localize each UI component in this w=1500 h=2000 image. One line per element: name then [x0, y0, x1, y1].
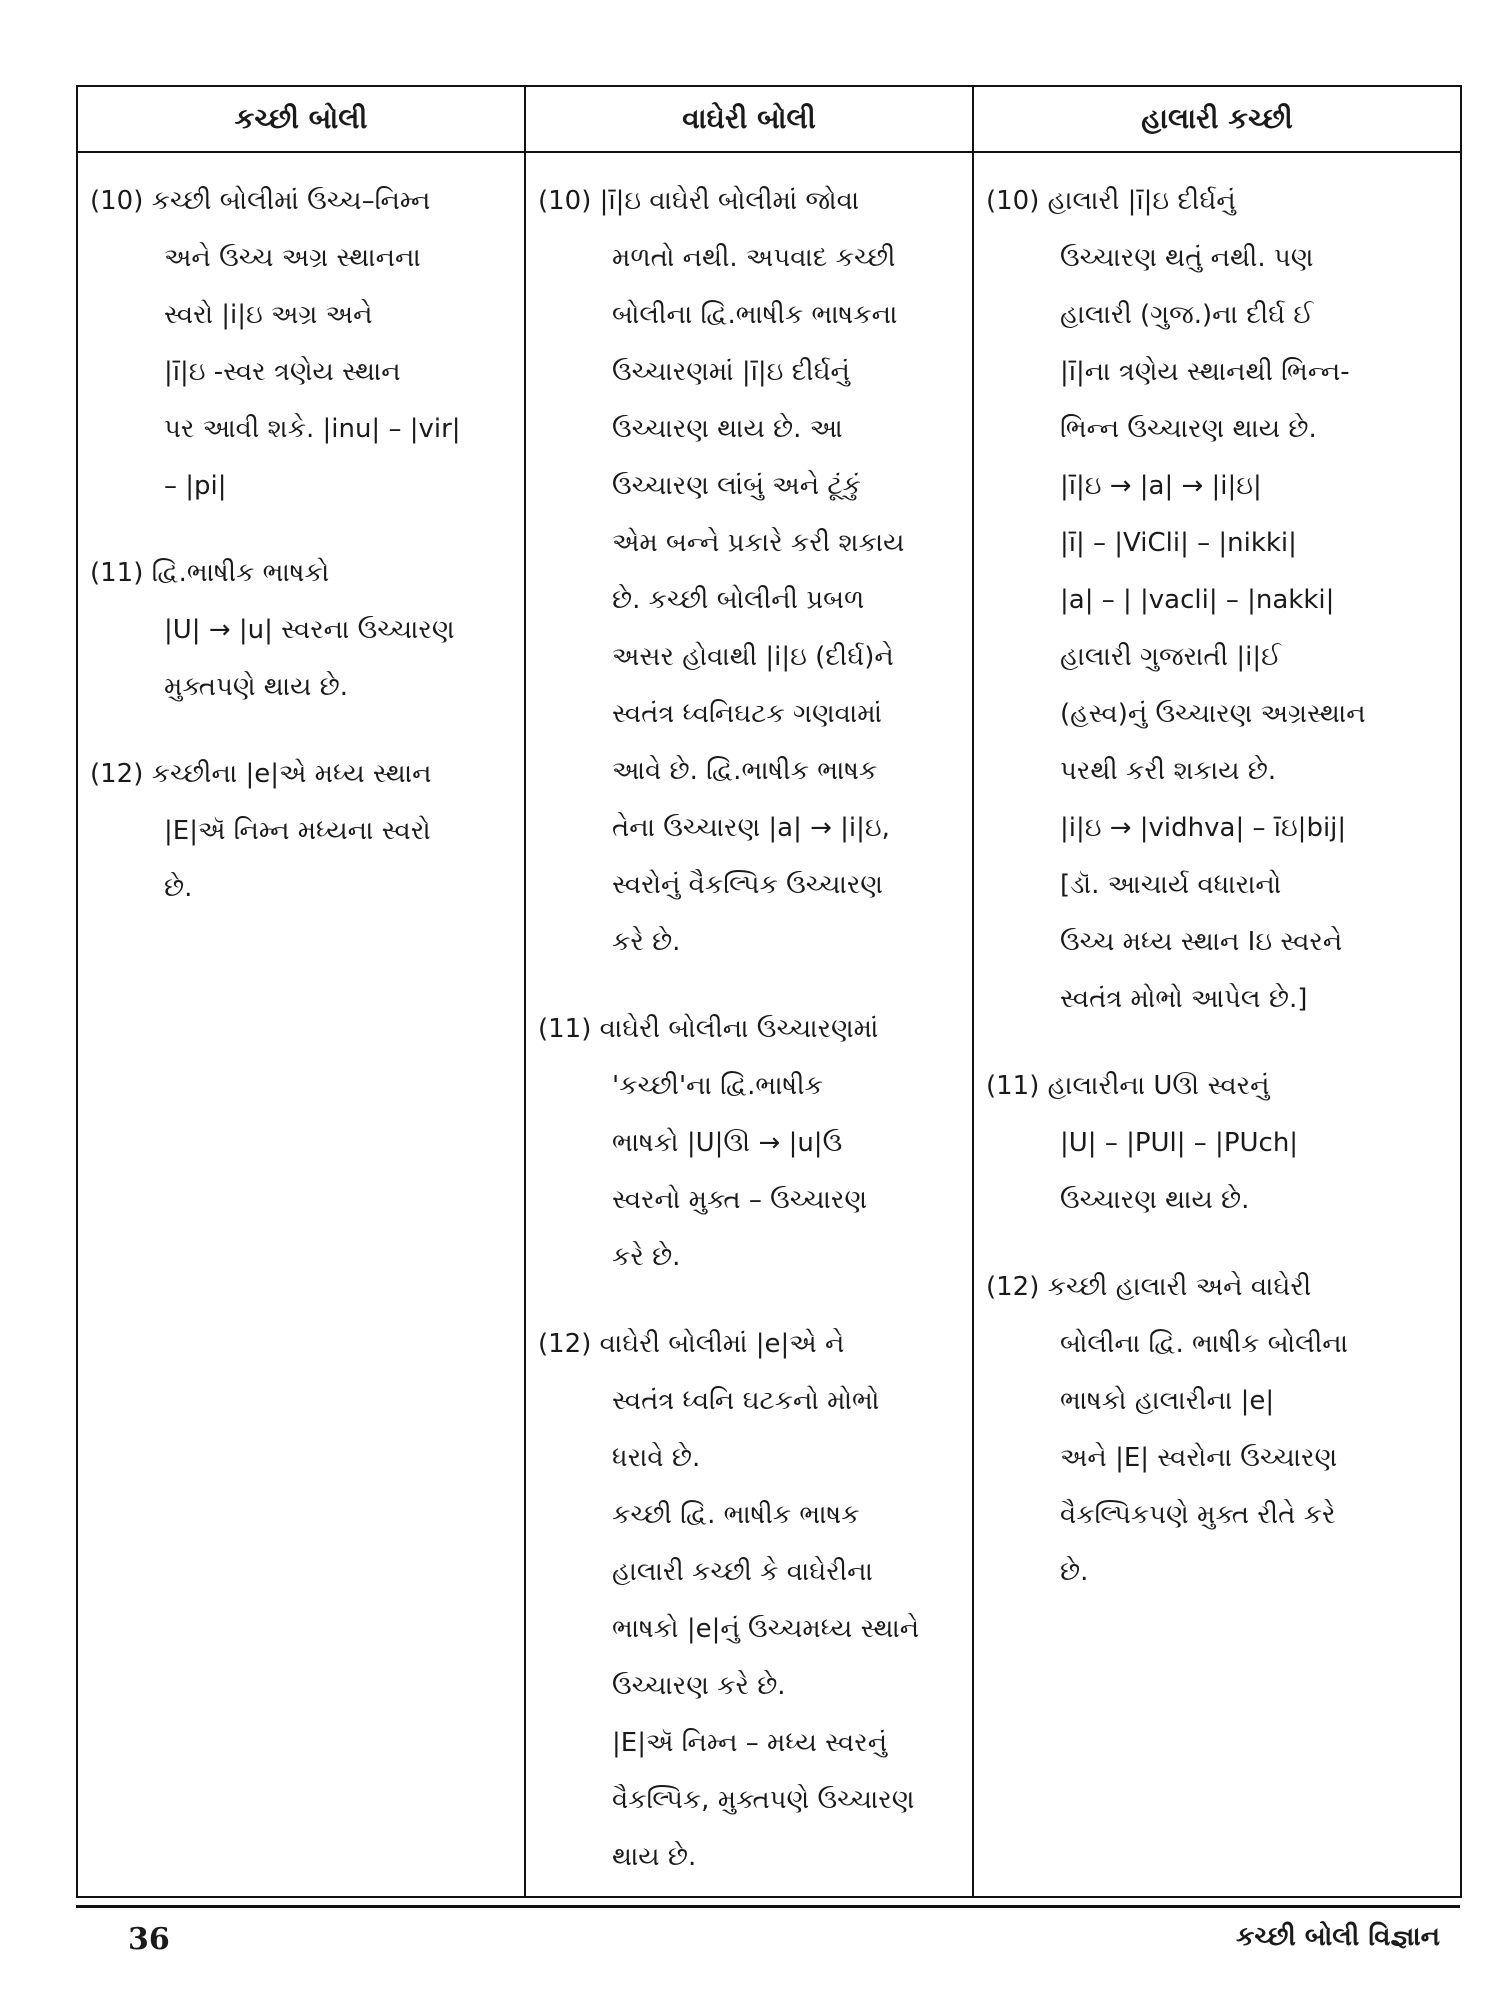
entry-line: (11) હાલારીના Uઊ સ્વરનું — [986, 1071, 1270, 1101]
entry-line: થાય છે. — [612, 1842, 697, 1872]
entry-line: તેના ઉચ્ચારણ |a| → |i|ઇ, — [612, 813, 890, 843]
entry-line: ઉચ્ચારણ લાંબું અને ટૂંકું — [612, 471, 861, 501]
entry-line: – |pi| — [164, 471, 227, 501]
entry-line: અસર હોવાથી |i|ઇ (દીર્ઘ)ને — [612, 642, 894, 672]
entry-line: |ī| – |ViCli| – |nikki| — [1060, 528, 1297, 558]
entry-line: |a| – | |vacli| – |nakki| — [1060, 585, 1335, 615]
entry-line: (10) હાલારી |ī|ઇ દીર્ઘનું — [986, 186, 1236, 216]
entry-line: [ડૉ. આચાર્ય વધારાનો — [1060, 870, 1282, 900]
page-number: 36 — [128, 1922, 170, 1957]
entry-line: |U| – |PUl| – |PUch| — [1060, 1128, 1299, 1158]
header-vagheri-boli: વાઘેરી બોલી — [525, 86, 973, 152]
comparison-table — [76, 85, 1462, 1898]
column-halari — [973, 152, 1461, 1897]
entry-line: મુક્તપણે થાય છે. — [164, 672, 349, 702]
header-halari-kutchi: હાલારી કચ્છી — [973, 86, 1461, 152]
entry-10 — [986, 173, 1446, 1028]
entry-line: પરથી કરી શકાય છે. — [1060, 756, 1277, 786]
entry-line: વૈકલ્પિકપણે મુક્ત રીતે કરે — [1060, 1500, 1336, 1530]
entry-line: (10) |ī|ઇ વાઘેરી બોલીમાં જોવા — [538, 186, 860, 216]
entry-gap — [538, 1286, 958, 1316]
entry-line: |E|ઍ નિમ્ન – મધ્ય સ્વરનું — [612, 1728, 888, 1758]
header-kutchi-boli: કચ્છી બોલી — [77, 86, 525, 152]
entry-line: (11) વાઘેરી બોલીના ઉચ્ચારણમાં — [538, 1014, 879, 1044]
entry-line: સ્વરનો મુક્ત – ઉચ્ચારણ — [612, 1185, 868, 1215]
entry-line: ભાષકો |e|નું ઉચ્ચમધ્ય સ્થાને — [612, 1614, 920, 1644]
entry-line: છે. કચ્છી બોલીની પ્રબળ — [612, 585, 865, 615]
entry-line: |ī|ના ત્રણેય સ્થાનથી ભિન્ન- — [1060, 357, 1350, 387]
entry-line: ઉચ્ચ મધ્ય સ્થાન Iઇ સ્વરને — [1060, 927, 1343, 957]
footer-rule — [76, 1905, 1460, 1908]
entry-gap — [90, 716, 510, 746]
entry-line: (10) કચ્છી બોલીમાં ઉચ્ચ–નિમ્ન — [90, 186, 431, 216]
entry-line: આવે છે. દ્વિ.ભાષીક ભાષક — [612, 756, 878, 786]
entry-line: કરે છે. — [612, 1242, 681, 1272]
entry-line: કરે છે. — [612, 927, 681, 957]
table-header-row — [77, 86, 1461, 152]
column-vagheri — [525, 152, 973, 1897]
entry-12 — [538, 1316, 958, 1886]
entry-gap — [90, 515, 510, 545]
entry-line: |i|ઇ → |vidhva| – īઇ|bij| — [1060, 813, 1347, 843]
column-kutchi — [77, 152, 525, 1897]
entry-line: |ī|ઇ → |a| → |i|ઇ| — [1060, 471, 1262, 501]
entry-line: ભિન્ન ઉચ્ચારણ થાય છે. — [1060, 414, 1317, 444]
entry-line: (11) દ્વિ.ભાષીક ભાષકો — [90, 558, 330, 588]
entry-line: સ્વરોનું વૈકલ્પિક ઉચ્ચારણ — [612, 870, 883, 900]
entry-12 — [986, 1259, 1446, 1601]
entry-11 — [90, 545, 510, 716]
entry-10 — [90, 173, 510, 515]
entry-10 — [538, 173, 958, 971]
entry-line: |E|ઍ નિમ્ન મધ્યના સ્વરો — [164, 816, 431, 846]
entry-line: (12) વાઘેરી બોલીમાં |e|એ ને — [538, 1329, 845, 1359]
entry-line: બોલીના દ્વિ. ભાષીક બોલીના — [1060, 1329, 1348, 1359]
entry-line: ઉચ્ચારણમાં |ī|ઇ દીર્ઘનું — [612, 357, 850, 387]
entry-line: ઉચ્ચારણ કરે છે. — [612, 1671, 786, 1701]
entry-line: અને ઉચ્ચ અગ્ર સ્થાનના — [164, 243, 421, 273]
running-title: કચ્છી બોલી વિજ્ઞાન — [1235, 1922, 1440, 1952]
entry-line: ભાષકો હાલારીના |e| — [1060, 1386, 1275, 1416]
entry-line: મળતો નથી. અપવાદ કચ્છી — [612, 243, 896, 273]
entry-line: (12) કચ્છી હાલારી અને વાઘેરી — [986, 1272, 1312, 1302]
entry-11 — [538, 1001, 958, 1286]
entry-gap — [538, 971, 958, 1001]
entry-line: |ī|ઇ -સ્વર ત્રણેય સ્થાન — [164, 357, 401, 387]
entry-line: કચ્છી દ્વિ. ભાષીક ભાષક — [612, 1500, 860, 1530]
entry-line: |U| → |u| સ્વરના ઉચ્ચારણ — [164, 615, 455, 645]
entry-line: (હસ્વ)નું ઉચ્ચારણ અગ્રસ્થાન — [1060, 699, 1366, 729]
entry-12 — [90, 746, 510, 917]
entry-line: અને |E| સ્વરોના ઉચ્ચારણ — [1060, 1443, 1338, 1473]
entry-line: ભાષકો |U|ઊ → |u|ઉ — [612, 1128, 843, 1158]
entry-11 — [986, 1058, 1446, 1229]
entry-line: હાલારી (ગુજ.)ના દીર્ઘ ઈ — [1060, 300, 1314, 330]
entry-line: સ્વતંત્ર મોભો આપેલ છે.] — [1060, 984, 1308, 1014]
entry-line: 'કચ્છી'ના દ્વિ.ભાષીક — [612, 1071, 823, 1101]
entry-line: સ્વતંત્ર ધ્વનિ ઘટકનો મોભો — [612, 1386, 880, 1416]
entry-line: સ્વતંત્ર ધ્વનિઘટક ગણવામાં — [612, 699, 882, 729]
entry-line: ધરાવે છે. — [612, 1443, 701, 1473]
entry-line: એમ બન્ને પ્રકારે કરી શકાય — [612, 528, 905, 558]
entry-line: છે. — [164, 873, 193, 903]
entry-line: છે. — [1060, 1557, 1089, 1587]
table-body-row — [77, 152, 1461, 1897]
entry-line: સ્વરો |i|ઇ અગ્ર અને — [164, 300, 373, 330]
entry-line: વૈકલ્પિક, મુક્તપણે ઉચ્ચારણ — [612, 1785, 915, 1815]
entry-gap — [986, 1229, 1446, 1259]
entry-line: હાલારી કચ્છી કે વાઘેરીના — [612, 1557, 873, 1587]
entry-line: હાલારી ગુજરાતી |i|ઈ — [1060, 642, 1282, 672]
entry-line: પર આવી શકે. |inu| – |vir| — [164, 414, 461, 444]
entry-line: ઉચ્ચારણ થતું નથી. પણ — [1060, 243, 1314, 273]
entry-line: બોલીના દ્વિ.ભાષીક ભાષકના — [612, 300, 898, 330]
entry-line: (12) કચ્છીના |e|એ મધ્ય સ્થાન — [90, 759, 432, 789]
entry-line: ઉચ્ચારણ થાય છે. — [1060, 1185, 1250, 1215]
entry-gap — [986, 1028, 1446, 1058]
entry-line: ઉચ્ચારણ થાય છે. આ — [612, 414, 843, 444]
